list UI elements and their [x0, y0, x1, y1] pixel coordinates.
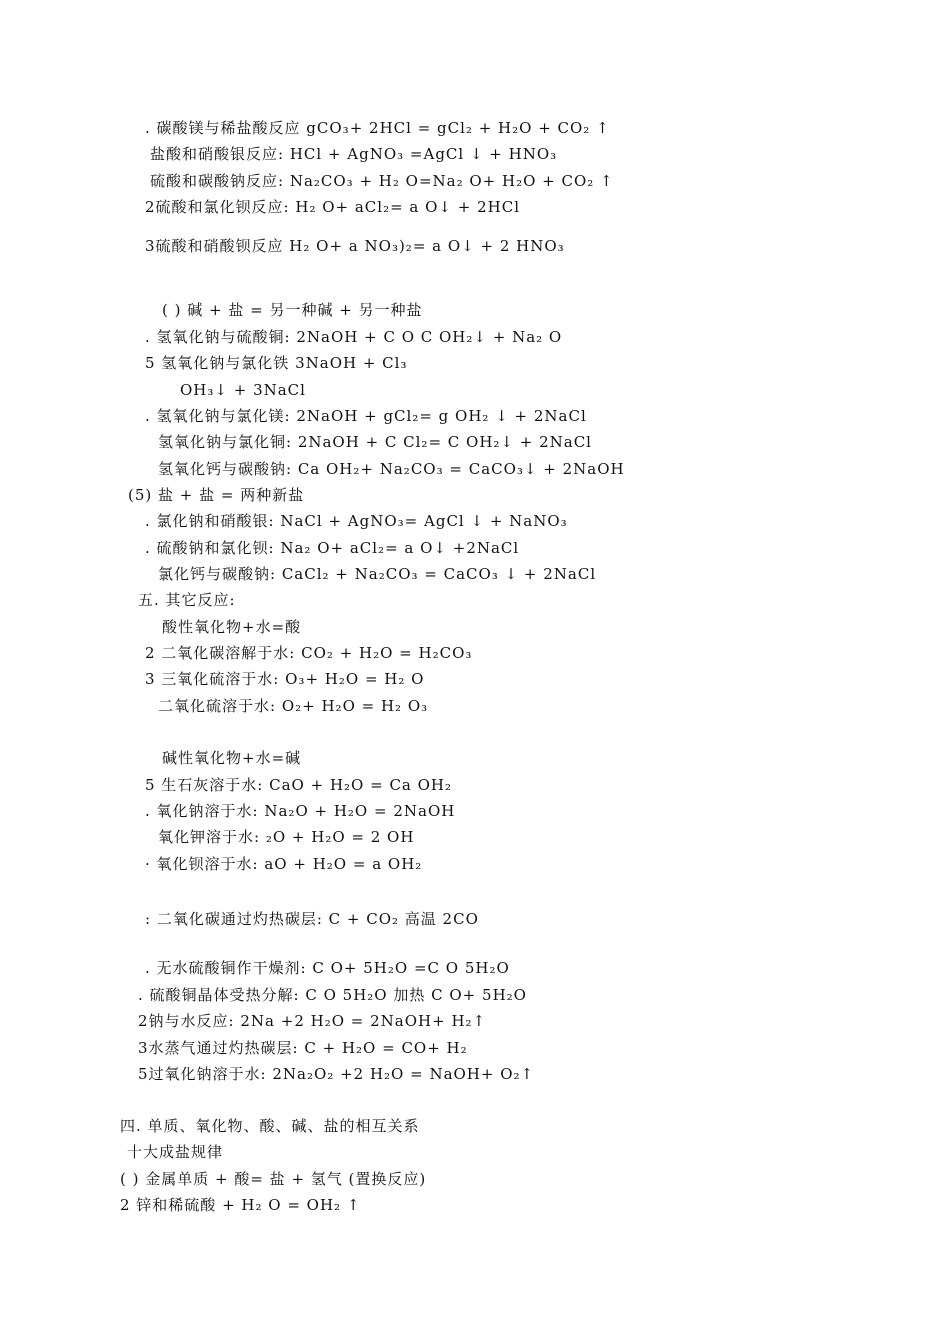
- subheading: 十大成盐规律: [127, 1143, 224, 1161]
- subheading: 酸性氧化物+水=酸: [162, 618, 302, 636]
- text-line: 5 生石灰溶于水: CaO + H₂O = Ca OH₂: [145, 776, 453, 794]
- text-line: 5 氢氧化钠与氯化铁 3NaOH + Cl₃: [145, 354, 408, 372]
- text-line: 二氧化硫溶于水: O₂+ H₂O = H₂ O₃: [158, 697, 429, 715]
- text-line: · 氧化钡溶于水: aO + H₂O = a OH₂: [145, 855, 423, 873]
- text-line: . 硫酸铜晶体受热分解: C O 5H₂O 加热 C O+ 5H₂O: [138, 986, 527, 1004]
- text-line: : 二氧化碳通过灼热碳层: C + CO₂ 高温 2CO: [145, 910, 479, 928]
- text-line: 2 二氧化碳溶解于水: CO₂ + H₂O = H₂CO₃: [145, 644, 473, 662]
- section-heading: (5) 盐 + 盐 = 两种新盐: [128, 486, 305, 504]
- section-heading: 四. 单质、氧化物、酸、碱、盐的相互关系: [120, 1117, 420, 1135]
- text-line: OH₃↓ + 3NaCl: [180, 381, 306, 399]
- text-line: . 碳酸镁与稀盐酸反应 gCO₃+ 2HCl = gCl₂ + H₂O + CO₂ ↑: [145, 119, 610, 137]
- text-line: 氢氧化钙与碳酸钠: Ca OH₂+ Na₂CO₃ = CaCO₃↓ + 2NaOH: [158, 460, 625, 478]
- text-line: . 氢氧化钠与氯化镁: 2NaOH + gCl₂= g OH₂ ↓ + 2NaCl: [145, 407, 587, 425]
- text-line: 3水蒸气通过灼热碳层: C + H₂O = CO+ H₂: [138, 1039, 468, 1057]
- text-line: 2钠与水反应: 2Na +2 H₂O = 2NaOH+ H₂↑: [138, 1012, 487, 1030]
- text-line: 硫酸和碳酸钠反应: Na₂CO₃ + H₂ O=Na₂ O+ H₂O + CO₂ ↑: [150, 172, 614, 190]
- text-line: 5过氧化钠溶于水: 2Na₂O₂ +2 H₂O = NaOH+ O₂↑: [138, 1065, 535, 1083]
- text-line: . 氯化钠和硝酸银: NaCl + AgNO₃= AgCl ↓ + NaNO₃: [145, 512, 568, 530]
- text-line: 3硫酸和硝酸钡反应 H₂ O+ a NO₃)₂= a O↓ + 2 HNO₃: [145, 237, 565, 255]
- text-line: 3 三氧化硫溶于水: O₃+ H₂O = H₂ O: [145, 670, 425, 688]
- text-line: 2 锌和稀硫酸 + H₂ O = OH₂ ↑: [120, 1196, 361, 1214]
- text-line: . 硫酸钠和氯化钡: Na₂ O+ aCl₂= a O↓ +2NaCl: [145, 539, 520, 557]
- text-line: 2硫酸和氯化钡反应: H₂ O+ aCl₂= a O↓ + 2HCl: [145, 198, 521, 216]
- text-line: 氢氧化钠与氯化铜: 2NaOH + C Cl₂= C OH₂↓ + 2NaCl: [158, 433, 592, 451]
- text-line: 盐酸和硝酸银反应: HCl + AgNO₃ =AgCl ↓ + HNO₃: [150, 145, 558, 163]
- subheading: 碱性氧化物+水=碱: [162, 749, 302, 767]
- text-line: ( ) 金属单质 + 酸= 盐 + 氢气 (置换反应): [120, 1170, 427, 1188]
- text-line: . 氧化钠溶于水: Na₂O + H₂O = 2NaOH: [145, 802, 456, 820]
- text-line: . 无水硫酸铜作干燥剂: C O+ 5H₂O =C O 5H₂O: [145, 959, 510, 977]
- text-line: 氧化钾溶于水: ₂O + H₂O = 2 OH: [158, 828, 415, 846]
- text-line: . 氢氧化钠与硫酸铜: 2NaOH + C O C OH₂↓ + Na₂ O: [145, 328, 563, 346]
- section-heading: 五. 其它反应:: [138, 591, 236, 609]
- text-line: 氯化钙与碳酸钠: CaCl₂ + Na₂CO₃ = CaCO₃ ↓ + 2NaCl: [158, 565, 597, 583]
- section-heading: ( ) 碱 + 盐 = 另一种碱 + 另一种盐: [162, 301, 423, 319]
